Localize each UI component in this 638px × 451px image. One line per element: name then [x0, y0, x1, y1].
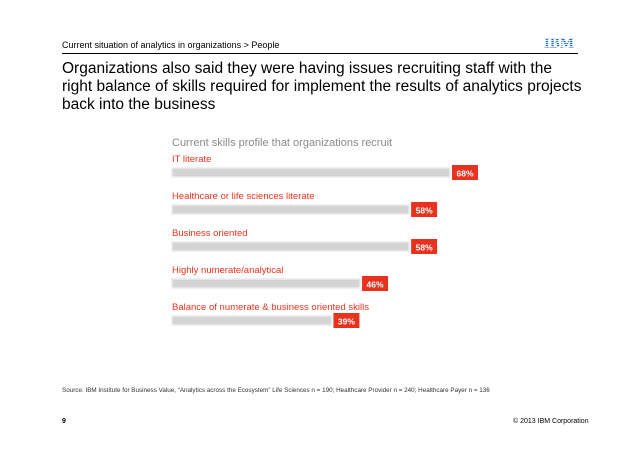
chart-title: Current skills profile that organizations recruit	[172, 137, 393, 149]
value-label: 68%	[456, 168, 474, 179]
source-note: Source: IBM Institute for Business Value, “Analytics across the Ecosystem” Life Sciences n = 190; Healthcare Provider n = 240; Healthcare Payer n = 136	[62, 387, 490, 394]
value-label: 58%	[415, 242, 433, 253]
bar	[172, 279, 360, 288]
ibm-logo-text: IBM	[544, 35, 574, 49]
bar	[172, 168, 450, 177]
bar	[172, 316, 331, 325]
category-label: Healthcare or life sciences literate	[172, 191, 315, 202]
category-label: IT literate	[172, 154, 212, 165]
value-label: 58%	[415, 205, 433, 216]
ibm-logo	[540, 35, 578, 49]
copyright: © 2013 IBM Corporation	[513, 418, 589, 425]
page-title: Organizations also said they were having issues recruiting staff with the right balance of skills required for implement the results of analytics projects back into the business	[62, 60, 582, 113]
bar	[172, 242, 409, 251]
header-divider	[62, 53, 578, 54]
page-number: 9	[62, 418, 66, 425]
category-label: Business oriented	[172, 228, 248, 239]
skills-bar-chart	[160, 128, 480, 348]
category-label: Balance of numerate & business oriented skills	[172, 302, 369, 313]
bar	[172, 205, 409, 214]
category-label: Highly numerate/analytical	[172, 265, 284, 276]
breadcrumb: Current situation of analytics in organizations > People	[62, 40, 280, 50]
value-label: 46%	[366, 279, 384, 290]
value-label: 39%	[337, 316, 355, 327]
